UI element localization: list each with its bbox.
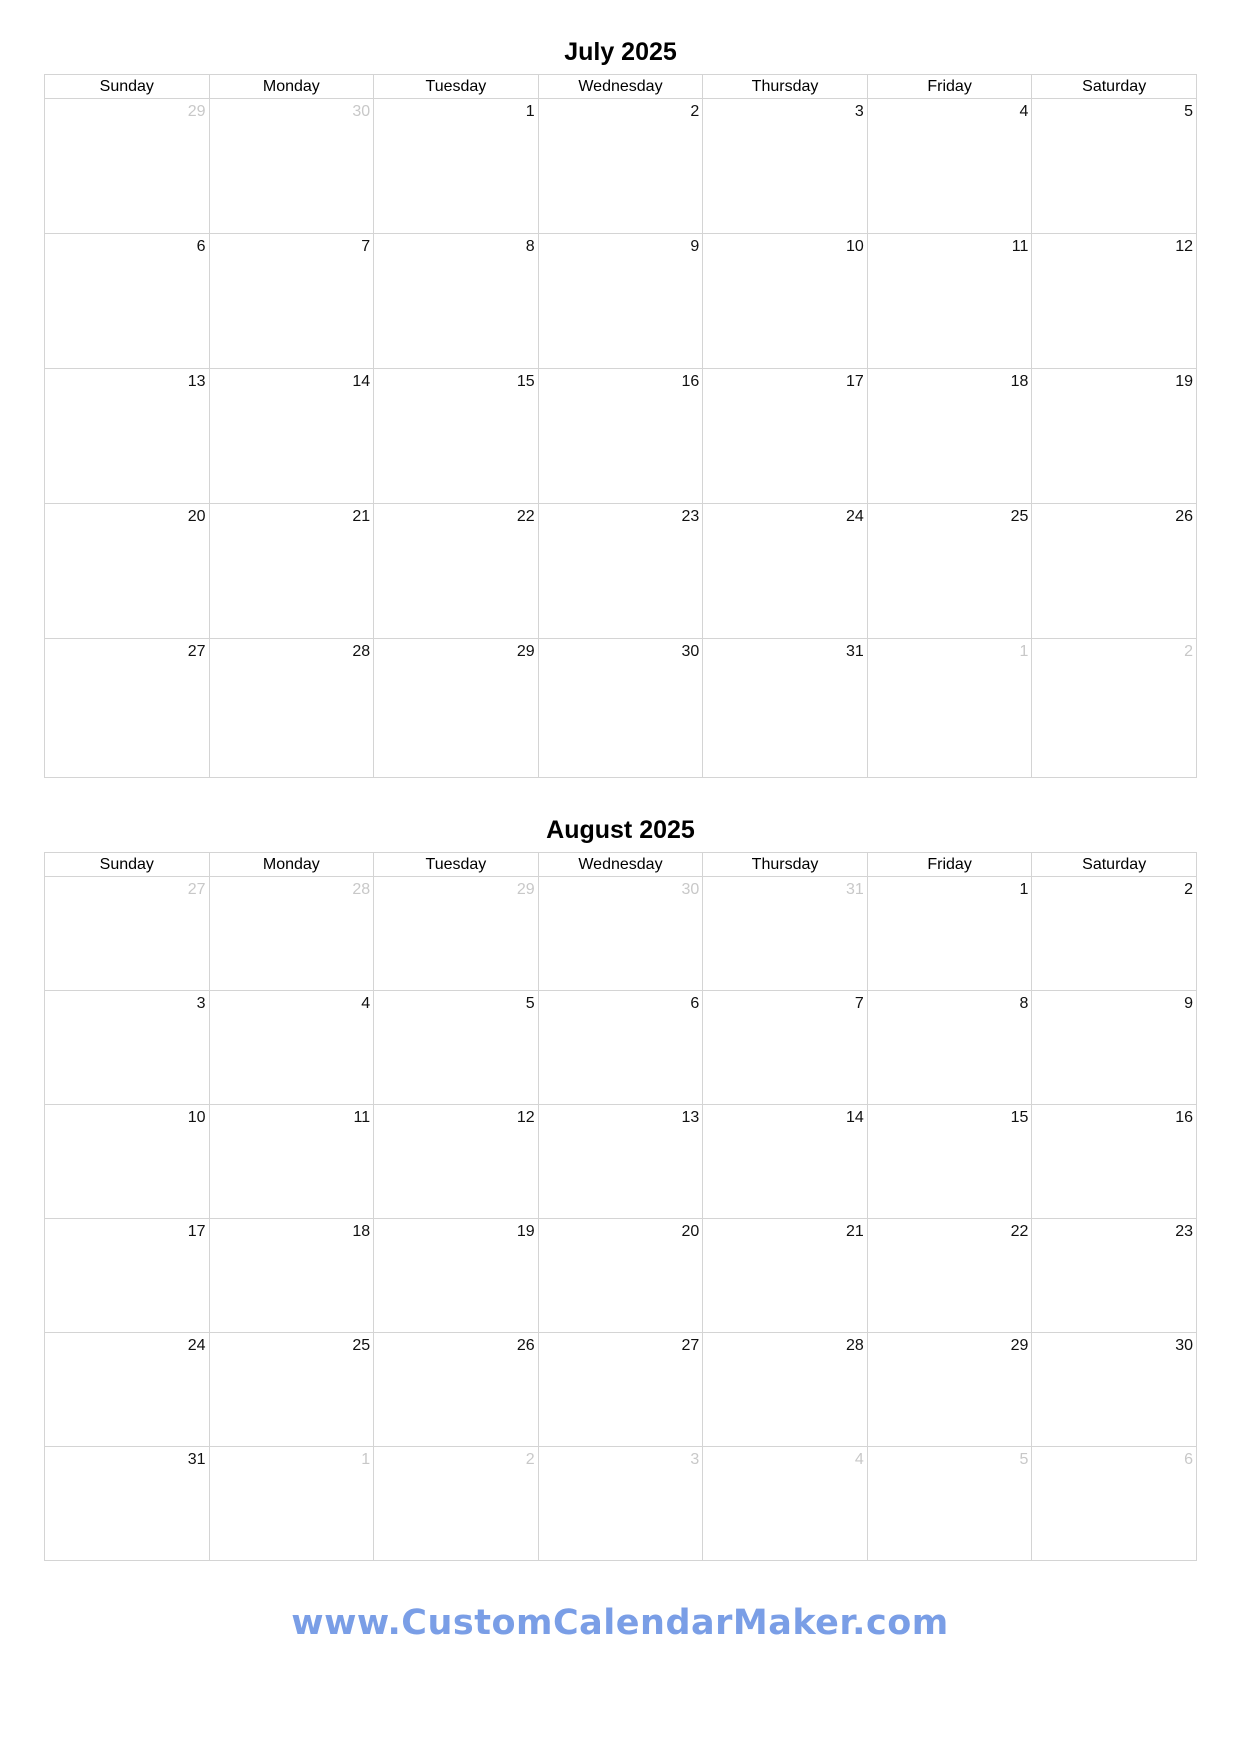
weekday-header-saturday: Saturday: [1032, 75, 1197, 99]
day-number: 9: [1184, 995, 1193, 1012]
day-number: 26: [1175, 508, 1193, 525]
footer-website-logo: www.CustomCalendarMaker.com: [291, 1603, 949, 1643]
day-number: 7: [361, 238, 371, 255]
day-cell: [374, 639, 539, 778]
day-number: 10: [846, 238, 864, 255]
day-cell: [209, 504, 374, 639]
day-number: 29: [516, 643, 535, 660]
month-title: July 2025: [564, 38, 677, 66]
day-cell: [867, 1105, 1032, 1219]
day-cell: [209, 639, 374, 778]
day-number: 20: [187, 508, 206, 525]
calendar-body: [45, 877, 1197, 1561]
day-number: 31: [846, 643, 864, 660]
day-cell: [538, 99, 703, 234]
day-number: 19: [1175, 373, 1193, 390]
day-cell: [867, 991, 1032, 1105]
other-month-day-number: 27: [187, 881, 206, 898]
day-number: 3: [854, 103, 864, 120]
day-cell: [209, 1219, 374, 1333]
day-number: 10: [187, 1109, 206, 1126]
day-number: 11: [1011, 238, 1029, 255]
day-cell: [1032, 99, 1197, 234]
weekday-header-wednesday: Wednesday: [538, 75, 703, 99]
weekday-header-tuesday: Tuesday: [374, 75, 539, 99]
day-cell: [45, 991, 210, 1105]
weekday-header-saturday: Saturday: [1032, 853, 1197, 877]
day-cell: [45, 877, 210, 991]
week-row: [45, 1447, 1197, 1561]
day-number: 22: [516, 508, 535, 525]
month-july: [44, 30, 1197, 778]
day-cell: [1032, 1333, 1197, 1447]
day-number: 8: [1019, 995, 1029, 1012]
day-cell: [703, 1105, 868, 1219]
day-number: 31: [187, 1451, 206, 1468]
weekday-header-sunday: Sunday: [45, 853, 210, 877]
day-cell: [374, 1105, 539, 1219]
week-row: [45, 1219, 1197, 1333]
day-cell: [374, 991, 539, 1105]
day-number: 14: [352, 373, 371, 390]
day-number: 5: [525, 995, 535, 1012]
week-row: [45, 234, 1197, 369]
day-cell: [45, 504, 210, 639]
day-number: 3: [196, 995, 206, 1012]
day-cell: [45, 99, 210, 234]
day-number: 4: [1019, 103, 1029, 120]
day-number: 21: [846, 1223, 864, 1240]
day-cell: [1032, 369, 1197, 504]
day-cell: [209, 1447, 374, 1561]
week-row: [45, 1105, 1197, 1219]
day-number: 23: [681, 508, 700, 525]
day-cell: [1032, 1447, 1197, 1561]
day-number: 25: [352, 1337, 371, 1354]
day-number: 20: [681, 1223, 700, 1240]
day-number: 18: [352, 1223, 371, 1240]
day-cell: [867, 234, 1032, 369]
other-month-day-number: 31: [846, 881, 864, 898]
day-number: 23: [1175, 1223, 1193, 1240]
day-cell: [703, 639, 868, 778]
day-cell: [1032, 1219, 1197, 1333]
day-cell: [209, 991, 374, 1105]
weekday-header-thursday: Thursday: [703, 853, 868, 877]
day-cell: [374, 504, 539, 639]
weekday-header-row: [45, 75, 1197, 99]
day-cell: [538, 1447, 703, 1561]
day-cell: [45, 1333, 210, 1447]
day-number: 28: [846, 1337, 864, 1354]
day-cell: [703, 877, 868, 991]
day-number: 2: [1184, 881, 1193, 898]
day-cell: [703, 504, 868, 639]
day-cell: [209, 369, 374, 504]
week-row: [45, 877, 1197, 991]
day-cell: [703, 1219, 868, 1333]
week-row: [45, 99, 1197, 234]
other-month-day-number: 30: [681, 881, 700, 898]
day-cell: [209, 877, 374, 991]
day-number: 16: [1175, 1109, 1193, 1126]
day-cell: [209, 99, 374, 234]
day-cell: [703, 369, 868, 504]
other-month-day-number: 28: [352, 881, 371, 898]
calendar-body: [45, 99, 1197, 778]
day-cell: [209, 1105, 374, 1219]
day-number: 13: [187, 373, 206, 390]
day-cell: [45, 1219, 210, 1333]
day-number: 12: [516, 1109, 535, 1126]
other-month-day-number: 2: [525, 1451, 535, 1468]
day-cell: [703, 991, 868, 1105]
day-number: 24: [187, 1337, 206, 1354]
day-cell: [538, 1219, 703, 1333]
day-number: 15: [1010, 1109, 1029, 1126]
day-cell: [1032, 1105, 1197, 1219]
day-number: 6: [196, 238, 206, 255]
day-number: 5: [1184, 103, 1193, 120]
weekday-header-friday: Friday: [867, 853, 1032, 877]
day-number: 13: [681, 1109, 700, 1126]
day-cell: [1032, 504, 1197, 639]
weekday-header-friday: Friday: [867, 75, 1032, 99]
day-cell: [867, 1333, 1032, 1447]
other-month-day-number: 3: [690, 1451, 700, 1468]
day-number: 16: [681, 373, 700, 390]
day-cell: [45, 639, 210, 778]
day-number: 28: [352, 643, 371, 660]
day-cell: [209, 1333, 374, 1447]
day-number: 12: [1175, 238, 1193, 255]
day-number: 30: [681, 643, 700, 660]
weekday-header-wednesday: Wednesday: [538, 853, 703, 877]
day-number: 7: [854, 995, 864, 1012]
day-number: 26: [516, 1337, 535, 1354]
day-number: 27: [681, 1337, 700, 1354]
day-number: 24: [846, 508, 864, 525]
day-number: 29: [1010, 1337, 1029, 1354]
day-number: 4: [361, 995, 371, 1012]
day-number: 21: [352, 508, 371, 525]
day-number: 18: [1010, 373, 1029, 390]
day-cell: [867, 504, 1032, 639]
other-month-day-number: 29: [187, 103, 206, 120]
day-cell: [374, 369, 539, 504]
day-number: 25: [1010, 508, 1029, 525]
day-cell: [374, 234, 539, 369]
weekday-header-row: [45, 853, 1197, 877]
day-cell: [538, 234, 703, 369]
month-title: August 2025: [546, 816, 695, 844]
day-number: 19: [516, 1223, 535, 1240]
day-cell: [374, 1219, 539, 1333]
weekday-header-monday: Monday: [209, 853, 374, 877]
day-number: 1: [525, 103, 535, 120]
day-cell: [538, 639, 703, 778]
day-number: 9: [690, 238, 700, 255]
day-cell: [867, 369, 1032, 504]
calendar-grid: [44, 852, 1197, 1561]
day-cell: [703, 234, 868, 369]
weekday-header-thursday: Thursday: [703, 75, 868, 99]
day-number: 17: [846, 373, 864, 390]
day-cell: [1032, 234, 1197, 369]
weekday-header-tuesday: Tuesday: [374, 853, 539, 877]
month-august: [44, 808, 1197, 1561]
day-number: 2: [690, 103, 700, 120]
day-cell: [45, 1447, 210, 1561]
day-number: 8: [525, 238, 535, 255]
calendar-grid: [44, 74, 1197, 778]
other-month-day-number: 30: [352, 103, 371, 120]
week-row: [45, 1333, 1197, 1447]
day-cell: [538, 991, 703, 1105]
day-number: 30: [1175, 1337, 1193, 1354]
day-cell: [374, 877, 539, 991]
day-cell: [209, 234, 374, 369]
day-cell: [1032, 991, 1197, 1105]
day-cell: [374, 99, 539, 234]
weekday-header-sunday: Sunday: [45, 75, 210, 99]
other-month-day-number: 29: [516, 881, 535, 898]
day-cell: [867, 1447, 1032, 1561]
day-cell: [703, 99, 868, 234]
day-cell: [867, 639, 1032, 778]
day-cell: [703, 1447, 868, 1561]
day-cell: [538, 1333, 703, 1447]
day-cell: [45, 369, 210, 504]
day-cell: [538, 504, 703, 639]
day-cell: [1032, 877, 1197, 991]
day-cell: [867, 99, 1032, 234]
other-month-day-number: 2: [1184, 643, 1193, 660]
day-number: 14: [846, 1109, 864, 1126]
day-number: 6: [690, 995, 700, 1012]
week-row: [45, 504, 1197, 639]
other-month-day-number: 1: [1019, 643, 1029, 660]
day-cell: [867, 877, 1032, 991]
day-cell: [45, 234, 210, 369]
day-cell: [538, 1105, 703, 1219]
other-month-day-number: 4: [854, 1451, 864, 1468]
day-number: 15: [516, 373, 535, 390]
day-cell: [374, 1333, 539, 1447]
day-number: 22: [1010, 1223, 1029, 1240]
day-number: 17: [187, 1223, 206, 1240]
day-cell: [45, 1105, 210, 1219]
week-row: [45, 369, 1197, 504]
day-cell: [374, 1447, 539, 1561]
day-cell: [867, 1219, 1032, 1333]
day-number: 27: [187, 643, 206, 660]
week-row: [45, 639, 1197, 778]
day-cell: [538, 369, 703, 504]
other-month-day-number: 6: [1184, 1451, 1193, 1468]
other-month-day-number: 5: [1019, 1451, 1029, 1468]
weekday-header-monday: Monday: [209, 75, 374, 99]
week-row: [45, 991, 1197, 1105]
day-cell: [1032, 639, 1197, 778]
day-cell: [703, 1333, 868, 1447]
other-month-day-number: 1: [361, 1451, 371, 1468]
day-number: 1: [1019, 881, 1029, 898]
day-cell: [538, 877, 703, 991]
day-number: 11: [353, 1109, 371, 1126]
